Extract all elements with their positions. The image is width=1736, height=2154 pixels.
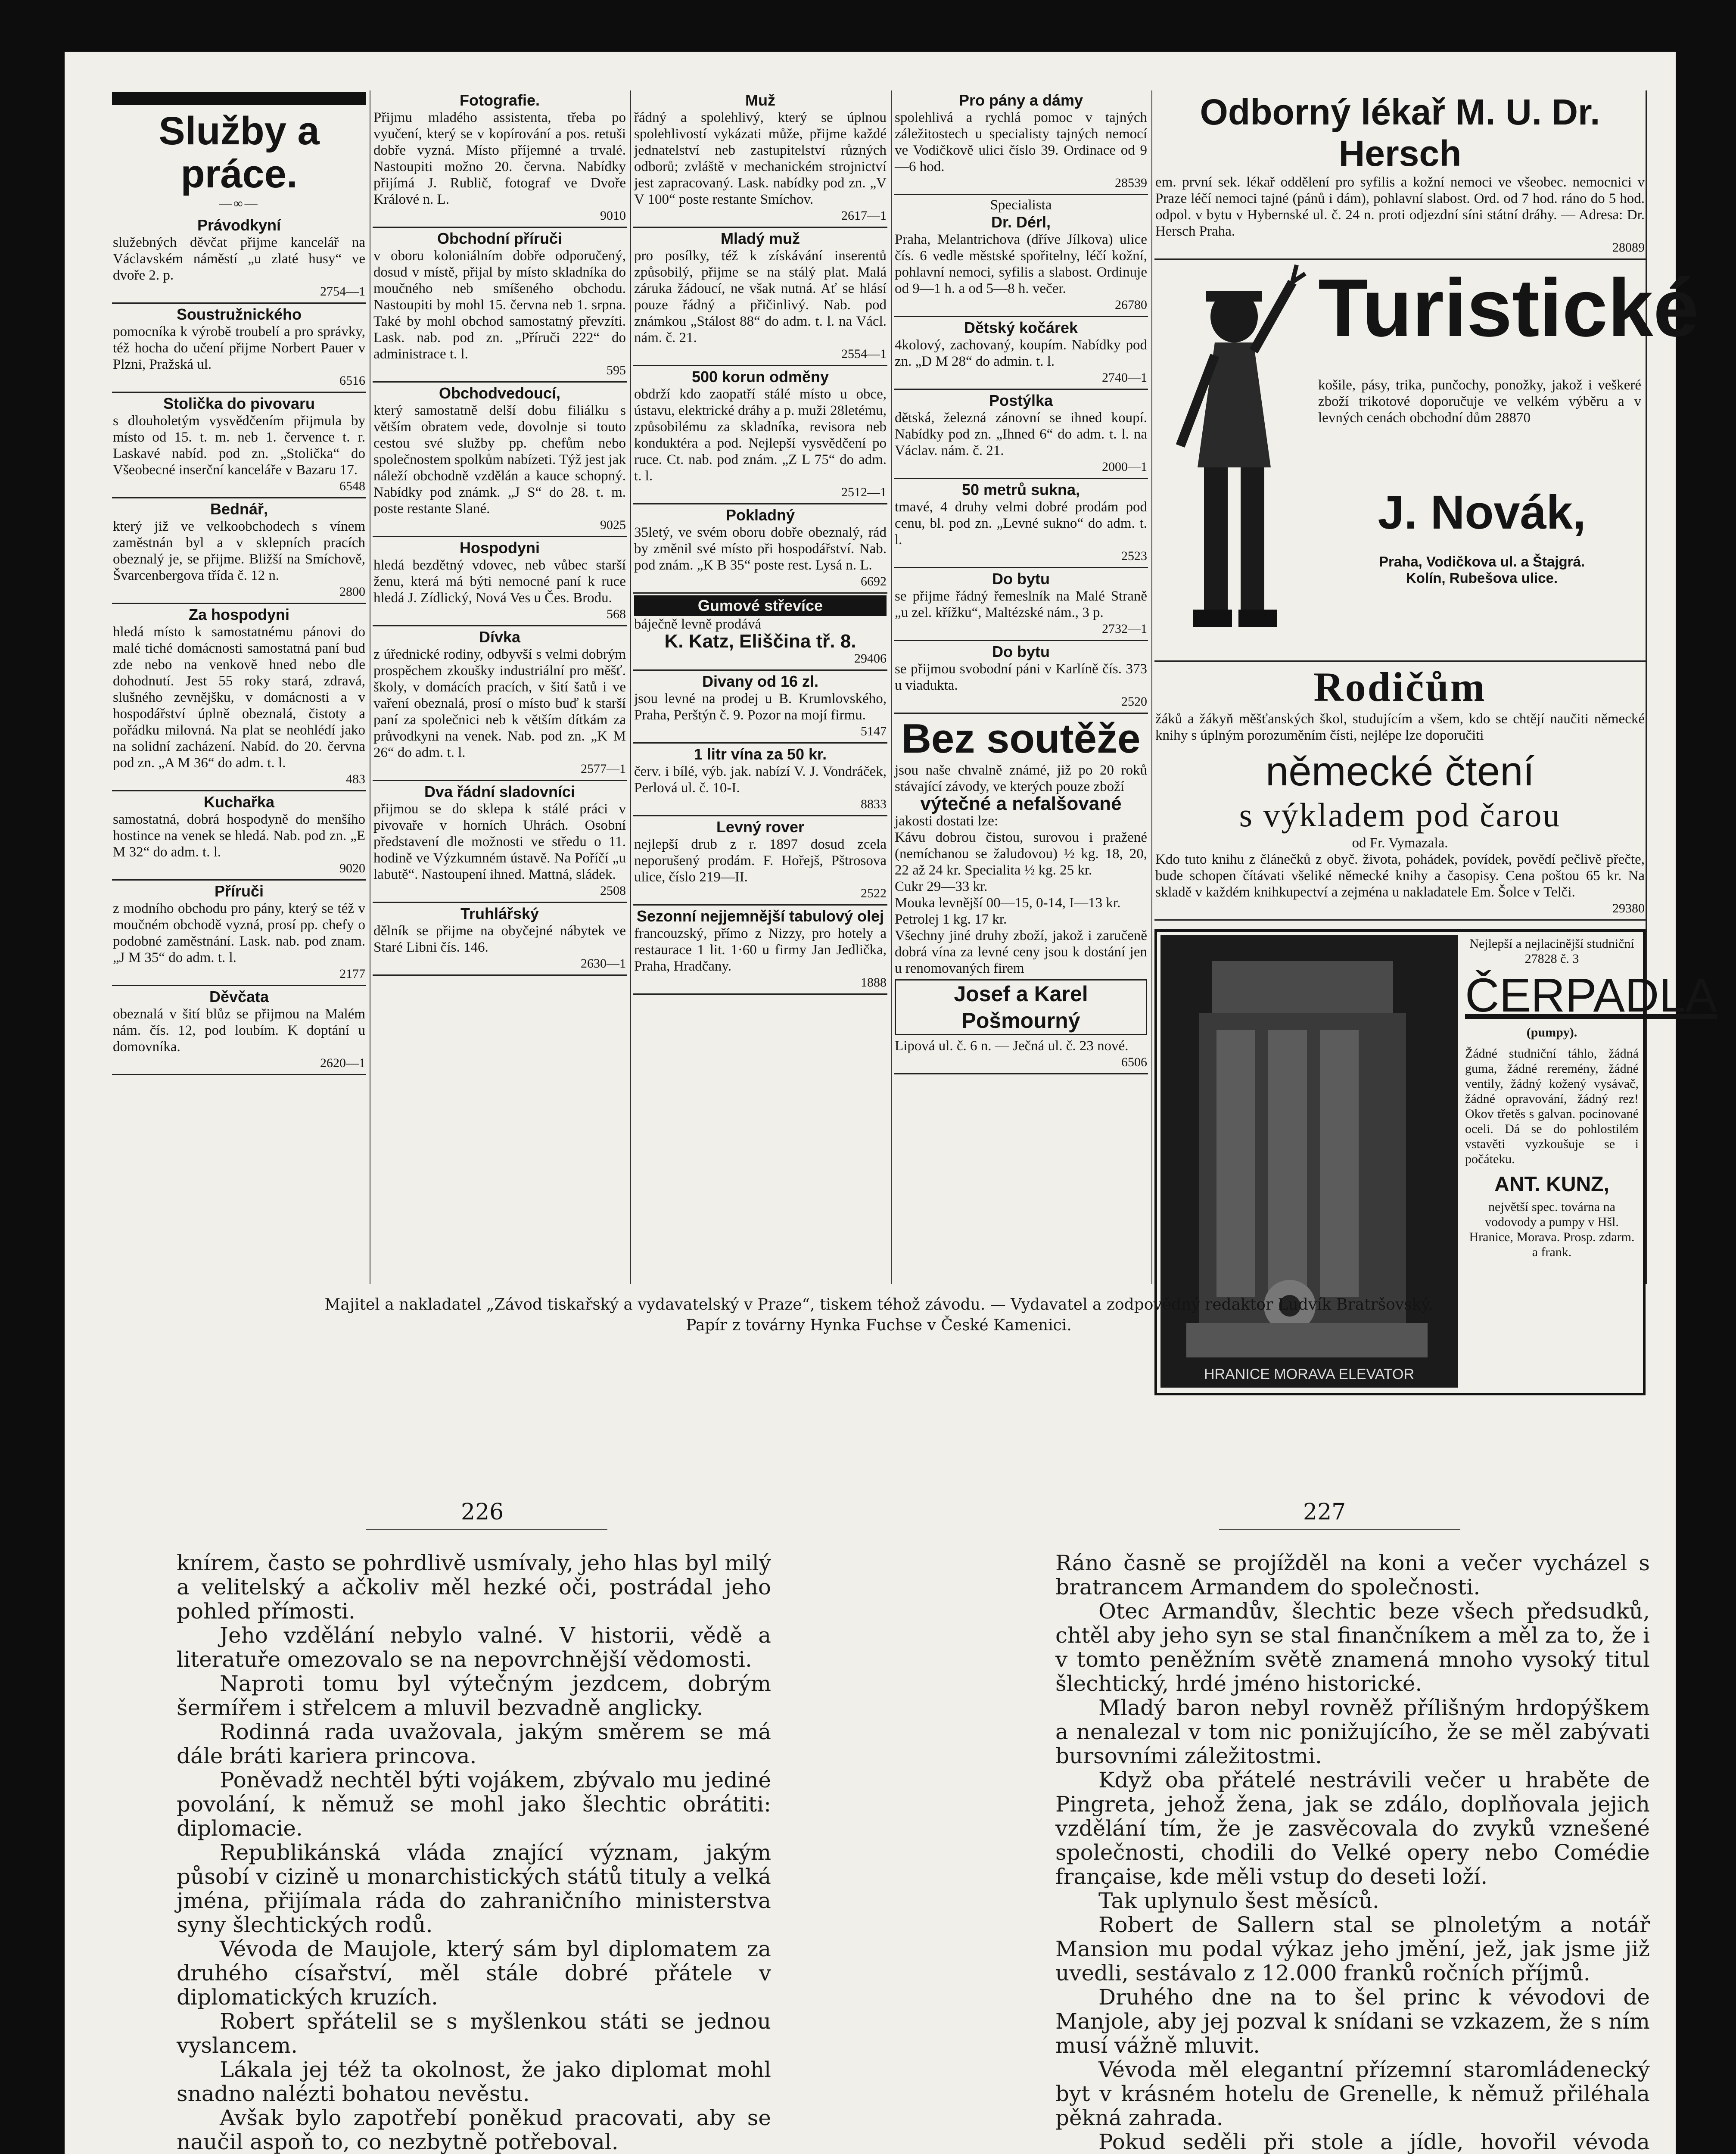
section-title: Služby a práce. [159, 109, 320, 196]
book-author: od Fr. Vymazala. [1352, 835, 1448, 851]
ad-heading: Hospodyni [460, 539, 540, 557]
paragraph: Druhého dne na to šel princ k vévodovi de Manjole, aby jej pozval k snídani se vzkazem, že s ním musí vážně mluvit. [1055, 1985, 1650, 2058]
ad-number: 595 [607, 363, 626, 377]
address-line: Kolín, Rubešova ulice. [1406, 570, 1558, 586]
ad-body: dělník se přijme na obyčejné nábytek ve Staré Libni čís. 146. [373, 923, 626, 955]
classified-ad [894, 318, 1148, 390]
classified-ad [633, 595, 887, 671]
book-ad-title: Rodičům [1313, 664, 1487, 710]
ad-heading: Dva řádní sladovníci [424, 783, 576, 800]
tourist-address [1318, 554, 1646, 586]
pump-subtitle: (pumpy). [1526, 1025, 1577, 1040]
classified-ad [633, 505, 887, 594]
classified-ad [894, 480, 1148, 568]
paragraph: Vévoda měl elegantní přízemní staromládenecký byt v krásném hotelu de Grenelle, k němuž přiléhala pěkná zahrada. [1055, 2057, 1650, 2130]
classified-ad [633, 744, 887, 816]
ad-address: Lipová ul. č. 6 n. — Ječná ul. č. 23 nové. [895, 1038, 1129, 1054]
book-ad-intro: žáků a žákyň měšťanských škol, studujícím a všem, kdo se chtějí naučiti německé knihy s úplným porozuměním čísti, nejlépe lze doporučiti [1155, 711, 1645, 743]
ad-body: spolehlivá a rychlá pomoc v tajných záležitostech u specialisty tajných nemocí ve Vodičkově ulici číslo 39. Ordinace od 9—6 hod. [895, 110, 1147, 174]
ad-number: 2630—1 [581, 956, 626, 971]
paragraph: Otec Armandův, šlechtic beze všech předsudků, chtěl aby jeho syn se stal finančníkem a měl za to, že i v tomto peněžním světě znamená mnoho vysoký titul šlechtický, hrdé jméno historické. [1055, 1599, 1650, 1696]
classified-ad [633, 367, 887, 504]
ad-number: 2577—1 [581, 762, 626, 776]
ad-number: 2177 [339, 967, 365, 981]
ad-number: 2740—1 [1102, 370, 1147, 385]
ad-number: 9010 [600, 209, 626, 223]
book-page-left [177, 1551, 771, 2154]
classified-ad [894, 642, 1148, 714]
ad-list [373, 90, 627, 976]
ad-number: 483 [346, 772, 365, 786]
ad-body: přijmou se do sklepa k stálé práci v pivovaře v horních Uhrách. Osobní představení dle možnosti ve středu o 11. hodině ve Výzkumném ústavě. Na Poříčí „u labutě“. Nastoupení ihned. Mattná, sládek. [373, 801, 626, 882]
ad-number: 27828 č. 3 [1524, 952, 1579, 966]
ad-number: 9020 [339, 861, 365, 875]
ad-item: Mouka levnější 00—15, 0-14, I—13 kr. [895, 895, 1121, 911]
ad-heading: Právodkyní [197, 216, 281, 234]
ad-heading: Kuchařka [203, 793, 275, 811]
ad-body: dětská, železná zánovní se ihned koupí. Nabídky pod zn. „Ihned 6“ do adm. t. l. na Václav. nám. č. 21. [895, 410, 1147, 458]
ad-body: hledá bezdětný vdovec, neb vůbec starší ženu, která má býti nemocné paní k ruce hledá J. Zídlický, Nová Ves u Čes. Brodu. [373, 557, 626, 606]
ad-body: Přijmu mladého assistenta, třeba po vyučení, který se v kopírování a pos. retuši dobře vyzná. Místo příjemné a trvalé. Nastoupiti možno 20. června. Nabídky přijímá J. Rublič, fotograf ve Dvoře Králové n. L. [373, 110, 626, 207]
column-rule [630, 90, 631, 1284]
ad-number: 2620—1 [320, 1056, 365, 1070]
ad-body: jsou naše chvalně známé, již po 20 roků stávající závody, ve kterých pouze zboží [895, 763, 1147, 794]
ad-number: 8833 [861, 797, 887, 811]
column-rule [1151, 90, 1152, 1284]
ad-body: s dlouholetým vysvědčením přijmula by místo od 15. t. m. neb 1. července t. r. Laskavé nabíd. pod zn. „Stolička“ do Všeobecné inserční kanceláře v Bazaru 17. [113, 413, 365, 478]
pump-title: ČERPADLA [1465, 969, 1717, 1022]
ad-body: 35letý, ve svém oboru dobře obeznalý, rád by změnil své místo při hospodářství. Nab. pod znám. „K B 35“ poste rest. Lysá n. L. [634, 525, 887, 573]
ad-body: samostatná, dobrá hospodyně do menšího hostince na venek se hledá. Nab. pod zn. „E M 32“ do adm. t. l. [113, 812, 365, 860]
ad-heading: Obchodvedoucí, [439, 384, 561, 402]
ad-heading: Příruči [214, 882, 264, 900]
paragraph: Pokud seděli při stole a jídle, hovořil vévoda [1098, 2129, 1650, 2154]
ad-heading: Divany od 16 zl. [702, 672, 819, 690]
ad-heading: Levný rover [716, 818, 805, 836]
classifieds-section [112, 90, 1717, 1382]
classified-ad [633, 90, 887, 228]
ad-heading: Dívka [479, 628, 521, 646]
ad-heading: Pro pány a dámy [958, 91, 1083, 109]
classifieds-column-4 [894, 90, 1148, 1284]
tourist-firm: J. Novák, [1378, 486, 1586, 539]
pump-ad-text [1465, 936, 1717, 1262]
ad-body: nejlepší drub z r. 1897 dosud zcela neporušený prodám. F. Hořejš, Pštrosova ulice, číslo 219—II. [634, 837, 887, 885]
classifieds-column-5 [1154, 90, 1717, 1382]
tourist-text [1318, 377, 1641, 426]
classified-ad [112, 394, 366, 498]
ad-number: 2554—1 [841, 347, 887, 361]
ad-body: který již ve velkoobchodech s vínem zaměstnán byl a v sklepních pracích obeznalý je, se přijme. Bližší na Smíchově, Švarcenbergova třída č. 12 n. [113, 519, 365, 583]
ad-number: 26780 [1115, 298, 1147, 312]
doctor-ad-text: em. první sek. lékař oddělení pro syfilis a kožní nemoci ve všeobec. nemocnici v Praze léčí nemoci tajné (pánů i dám), pohlavní slabost. Ord. od 7 hod. ráno do 5 hod. odpol. v bytu v Hybernské ul. č. 24 n. proti odjezdní síni státní dráhy. — Adresa: Dr. Hersch Praha. [1155, 174, 1645, 239]
ad-number: 2732—1 [1102, 622, 1147, 636]
ad-heading: Dětský kočárek [964, 319, 1078, 336]
ad-number: 6692 [861, 574, 887, 588]
classified-ad [373, 90, 627, 228]
ad-kicker: Specialista [990, 197, 1052, 213]
pump-firm: ANT. KUNZ, [1494, 1173, 1609, 1196]
ad-heading: Muž [745, 91, 775, 109]
classified-ad [112, 605, 366, 791]
column-rule [891, 90, 892, 1284]
ad-body: z úřednické rodiny, odbyvší s velmi dobrým prospěchem zkoušky industriální pro měšť. školy, v domácích pracích, v šití šatů i ve vaření obeznalá, prosí o místo buď k starší paní za společnici neb k větším dítkám za průvodkyni na venek. Nab. pod zn. „K M 26“ do adm. t. l. [373, 647, 626, 760]
ad-number: 6516 [339, 374, 365, 388]
paragraph: Robert spřátelil se s myšlenkou státi se jednou vyslancem. [177, 2009, 771, 2058]
ad-item: Kávu dobrou čistou, surovou i pražené (nemíchanou se žaludovou) ½ kg. 18, 20, 22 až 24 kr. Specialita ½ kg. 25 kr. [895, 830, 1147, 878]
ad-heading: Postýlka [989, 392, 1053, 409]
ad-body: 4kolový, zachovaný, koupím. Nabídky pod zn. „D M 28“ do admin. t. l. [895, 337, 1147, 369]
paragraph: Naproti tomu byl výtečným jezdcem, dobrým šermířem i střelcem a mluvil bezvadně anglicky. [177, 1671, 771, 1720]
pump-intro [1465, 936, 1639, 966]
ad-body: červ. i bílé, výb. jak. nabízí V. J. Vondráček, Perlová ul. č. 10-I. [634, 764, 887, 796]
ad-banner: Gumové střevíce [634, 595, 887, 616]
classified-ad [373, 383, 627, 537]
ad-heading: Stolička do pivovaru [163, 395, 315, 412]
ad-body: tmavé, 4 druhy velmi dobré prodám pod cenu, bl. pod zn. „Levné sukno“ do adm. t. l. [895, 499, 1147, 548]
book-title: německé čtení [1265, 748, 1535, 794]
tourist-title: Turistické [1318, 262, 1699, 354]
classified-ad [633, 229, 887, 366]
ad-number: 2520 [1121, 694, 1147, 709]
ad-number: 1888 [861, 975, 887, 990]
ad-number: 29406 [854, 651, 887, 666]
classified-ad [373, 904, 627, 976]
pump-firm-text: největší spec. továrna na vodovody a pumpy v Hšl. Hranice, Morava. Prosp. zdarm. a frank. [1469, 1200, 1635, 1259]
ad-body: se přijme řádný řemeslník na Malé Straně „u zel. křížku“, Maltézské nám., 3 p. [895, 588, 1147, 620]
ad-body: Praha, Melantrichova (dříve Jílkova) ulice čís. 6 vedle městské spořitelny, léčí kožní, pohlavní nemoci, syfilis a slabost. Ordinuje od 9—1 h. a od 5—8 h. večer. [895, 232, 1147, 296]
ad-body: pomocníka k výrobě troubelí a pro správky, též hocha do učení přijme Norbert Pauer v Plzni, Pražská ul. [113, 324, 365, 372]
ad-number: 2800 [339, 585, 365, 599]
pump-features: Žádné studniční táhlo, žádná guma, žádné reremény, žádné ventily, žádný kožený vysávač, žádné opravování, žádný rez! Okov třetěs s galvan. pocinované oceli. Dá se do pohlostilém vstavěti vyzkoušuje se i počáteku. [1465, 1046, 1639, 1166]
ad-heading: Do bytu [992, 570, 1050, 588]
ad-heading: Obchodní příruči [437, 230, 562, 247]
ad-body: obdrží kdo zaopatří stálé místo u obce, ústavu, elektrické dráhy a p. muži 28letému, způsobilému za skladníka, revisora neb konduktéra a pod. Nejlepší vysvědčení po ruce. Ct. nab. pod znám. „Z L 75“ do adm. t. l. [634, 386, 887, 484]
ad-heading: Fotografie. [460, 91, 540, 109]
paragraph: Avšak bylo zapotřebí poněkud pracovati, aby se naučil aspoň to, co nezbytně potřeboval. [177, 2105, 771, 2154]
paragraph: Robert de Sallern stal se plnoletým a notář Mansion mu podal výkaz jeho jmění, jež, jak jsme již uvedli, sestávalo z 12.000 franků ročních příjmů. [1055, 1912, 1650, 1986]
classified-ad [112, 881, 366, 986]
paragraph: Vévoda de Maujole, který sám byl diplomatem za druhého císařství, měl stále dobré přátele v diplomatických kruzích. [177, 1936, 771, 2010]
ad-body: obeznalá v šití blůz se přijmou na Malém nám. čís. 12, pod loubím. K doptání u domovníka. [113, 1006, 365, 1055]
book-ad [1154, 663, 1646, 921]
paragraph: Ráno časně se projížděl na koni a večer vycházel s bratrancem Armandem do společnosti. [1055, 1550, 1650, 1600]
hiker-figure-icon [1163, 265, 1305, 653]
classifieds-column-3 [633, 90, 887, 1284]
ornament: —∞— [219, 196, 259, 211]
paragraph: Lákala jej též ta okolnost, že jako diplomat mohl snadno nalézti bohatou nevěstu. [177, 2057, 771, 2106]
book-description: Kdo tuto knihu z článečků z obyč. života, pohádek, povídek, povědí pečlivě přečte, bude schopen čítávati všeliké německé knihy a časopisy. Cena poštou 65 kr. Na skladě v každém knihkupectví a zejména u nakladatele Em. Šolce v Telči. [1155, 852, 1645, 900]
paragraph: Poněvadž nechtěl býti vojákem, zbývalo mu jediné povolání, k němuž se mohl jako šlechtic obrátiti: diplomacie. [177, 1768, 771, 1841]
ad-heading: Děvčata [209, 988, 269, 1005]
ad-number: 5147 [861, 724, 887, 738]
classified-ad [894, 391, 1148, 479]
ad-heading: Pokladný [725, 506, 795, 524]
ad-body: hledá místo k samostatnému pánovi do malé tiché domácnosti samostatná paní bud zde nebo na venkově hned nebo dle dohodnutí. Jest 55 roky stará, zdravá, slušného zevnějšku, v domácnosti a v hospodářství úplně obeznalá, čistoty a pořádku milovná. Na plat se neohlédí jako na solidní zacházení. Nabíd. do 20. června pod zn. „A M 36“ do adm. t. l. [113, 624, 365, 771]
classified-ad [373, 782, 627, 903]
classified-ad [894, 569, 1148, 641]
ad-body: z modního obchodu pro pány, který se též v moučném obchodě vyzná, prosí pp. chefy o podobné zaměstnání. Lask. nab. pod znam. „J M 35“ do adm. t. l. [113, 901, 365, 965]
doctor-ad [1154, 90, 1646, 260]
ad-heading: Bednář, [210, 500, 268, 518]
doctor-ad-title: Odborný lékař M. U. Dr. Hersch [1200, 92, 1600, 174]
ad-heading: Truhlářský [460, 905, 539, 922]
paragraph: Jeho vzdělání nebylo valné. V historii, vědě a literatuře omezovalo se na nepovrchnější vědomosti. [177, 1623, 771, 1672]
ad-heading: 1 litr vína za 50 kr. [694, 745, 827, 763]
ad-number: 28089 [1612, 240, 1645, 255]
newspaper-page [65, 52, 1717, 2154]
ad-list [894, 90, 1148, 1074]
pump-label: HRANICE MORAVA ELEVATOR [1204, 1366, 1415, 1382]
ad-number: 6506 [1121, 1055, 1147, 1069]
paragraph: Tak uplynulo šest měsíců. [1098, 1888, 1379, 1913]
page-number-right: 227 [1303, 1499, 1346, 1525]
paragraph: Republikánská vláda znající význam, jakým působí v cizině u monarchistických států tituly a velká jména, přijímala ráda do zahraničního ministerstva syny šlechtických rodů. [177, 1840, 771, 1937]
ad-number: 2617—1 [841, 209, 887, 223]
page-number-left: 226 [461, 1499, 504, 1525]
classifieds-column-1 [112, 90, 366, 1284]
ad-heading: 500 korun odměny [691, 368, 829, 386]
imprint-line: Papír z továrny Hynka Fuchse v České Kamenici. [686, 1317, 1072, 1334]
classified-ad [112, 792, 366, 881]
ad-heading: Dr. Dérl, [991, 213, 1051, 231]
ad-number: 29380 [1612, 901, 1645, 915]
paragraph: Když oba přátelé nestrávili večer u hraběte de Pingreta, jehož žena, jak se zdálo, doplňovala jejich vzdělání tím, že je zasvěcovala do zvyků vznešené společnosti, chodili do Velké opery nebo Comédie française, kde měli vstup do deseti loží. [1055, 1768, 1650, 1889]
ad-list [633, 90, 887, 995]
ad-body: služebných děvčat přijme kancelář na Václavském náměstí „u zlaté husy“ ve dvoře 2. p. [113, 235, 365, 283]
book-subtitle: s výkladem pod čarou [1239, 796, 1561, 834]
ad-body: francouzský, přímo z Nizzy, pro hotely a restaurace 1 lit. 1·60 u firmy Jan Jedlička, Praha, Hradčany. [634, 926, 887, 974]
classified-ad [633, 672, 887, 744]
ad-big-heading: Bez soutěže [901, 716, 1141, 762]
imprint [112, 1295, 1646, 1336]
classified-ad [112, 499, 366, 604]
paragraph: knírem, často se pohrdlivě usmívaly, jeho hlas byl milý a velitelský a ačkoliv měl hezké oči, postrádal jeho pohled přímosti. [177, 1550, 771, 1624]
classified-ad [894, 90, 1148, 195]
ad-number: 2522 [861, 886, 887, 900]
ad-item: Petrolej 1 kg. 17 kr. [895, 912, 1007, 927]
classified-ad [112, 215, 366, 304]
ad-heading: 50 metrů sukna, [961, 481, 1080, 498]
ad-number: 568 [607, 607, 626, 621]
classified-ad [894, 196, 1148, 317]
ad-number: 28870 [1495, 410, 1531, 426]
ad-number: 2512—1 [841, 485, 887, 499]
ad-list [112, 215, 366, 1075]
ad-heading: Do bytu [992, 643, 1050, 660]
ad-number: 2000—1 [1102, 460, 1147, 474]
paragraph: Rodinná rada uvažovala, jakým směrem se má dále bráti kariera princova. [177, 1719, 771, 1768]
imprint-line: Majitel a nakladatel „Závod tiskařský a vydavatelský v Praze“, tiskem téhož závodu. — Vydavatel a zodpovědný redaktor Ludvík Bratršovský. [324, 1296, 1433, 1314]
book-page-right [1055, 1551, 1650, 2154]
ad-item: jakosti dostati lze: [895, 813, 999, 829]
ad-number: 9025 [600, 518, 626, 532]
ad-item: Všechny jiné druhy zboží, jakož i zaručeně dobrá vína za levné ceny jsou k dostání jen u renomovaných firem [895, 928, 1147, 976]
ad-firm: Josef a Karel Pošmourný [895, 979, 1147, 1035]
classified-ad [373, 538, 627, 626]
ad-body: který samostatně delší dobu filiálku s větším obratem vede, dovolnje si touto cestou své služby pp. chefům nebo společnostem spolkům nabízeti. Týž jest jak náleží obchodně vzdělán a kauce schopný. Nabídky pod známk. „J S“ do 28. t. m. poste restante Slané. [373, 403, 626, 517]
classified-ad [894, 715, 1148, 1074]
page-rule [366, 1529, 607, 1530]
classified-ad [373, 229, 627, 383]
ad-body: se přijmou svobodní páni v Karlíně čís. 373 u viadukta. [895, 661, 1147, 693]
pump-top: Nejlepší a nejlacinější studniční [1469, 937, 1634, 951]
address-line: Praha, Vodičkova ul. a Štajgrá. [1378, 554, 1585, 570]
ad-heading: Sezonní nejjemnější tabulový olej [636, 907, 884, 925]
ad-heading: Mladý muž [720, 230, 800, 247]
classifieds-column-2 [373, 90, 627, 1284]
ad-heading: Za hospodyni [189, 606, 289, 623]
classified-ad [633, 817, 887, 906]
ad-body: báječně levně prodává [634, 616, 762, 632]
ad-number: 2523 [1121, 549, 1147, 563]
classified-ad [633, 906, 887, 995]
classified-ad [112, 305, 366, 393]
classified-ad [112, 987, 366, 1075]
ad-heading: Soustružnického [176, 305, 302, 323]
top-rule [112, 92, 366, 105]
ad-heading-2: výtečné a nefalšované [920, 793, 1122, 814]
ad-body: pro posílky, též k získávání inserentů způsobilý, přijme se na stálý plat. Malá záruka žádoucí, ne však nutná. Ať se hlásí pouze řádný a přičinlivý. Nab. pod známkou „Stálost 88“ do adm. t. l. na Václ. nám. č. 21. [634, 248, 887, 346]
tourist-shirts-ad [1154, 261, 1699, 662]
page-rule [1219, 1529, 1460, 1530]
ad-body: řádný a spolehlivý, který se úplnou spolehlivostí vykázati může, přijme každé jednatelství neb zastupitelství různých odborů; zvláště v mechanickém strojnictví jest zapracovaný. Lask. nabídky pod zn. „V V 100“ poste restante Smíchov. [634, 110, 887, 207]
ad-body: v oboru koloniálním dobře odporučený, dosud v místě, přijal by místo skladníka do moučného neb smíšeného obchodu. Nastoupiti by mohl 15. června neb 1. srpna. Také by mohl obchod samostatný převzíti. Lask. nab. pod zn. „Příruči 222“ do administrace t. l. [373, 248, 626, 362]
tourist-body: košile, pásy, trika, punčochy, ponožky, jakož i veškeré zboží trikotové doporučuje ve velkém výběru a v levných cenách obchodní dům [1318, 377, 1641, 426]
ad-item: Cukr 29—33 kr. [895, 879, 988, 894]
ad-number: 28539 [1115, 176, 1147, 190]
classified-ad [373, 627, 627, 781]
ad-body: jsou levné na prodej u B. Krumlovského, Praha, Perštýn č. 9. Pozor na mojí firmu. [634, 691, 887, 723]
ad-heading-2: K. Katz, Eliščina tř. 8. [664, 631, 856, 652]
paragraph: Mladý baron nebyl rovněž přílišným hrdopýškem a nenalezal v tom nic ponižujícího, že se měl zabývati bursovními záležitostmi. [1055, 1695, 1650, 1768]
ad-number: 2754—1 [320, 284, 365, 299]
ad-number: 6548 [339, 479, 365, 493]
ad-number: 2508 [600, 884, 626, 898]
